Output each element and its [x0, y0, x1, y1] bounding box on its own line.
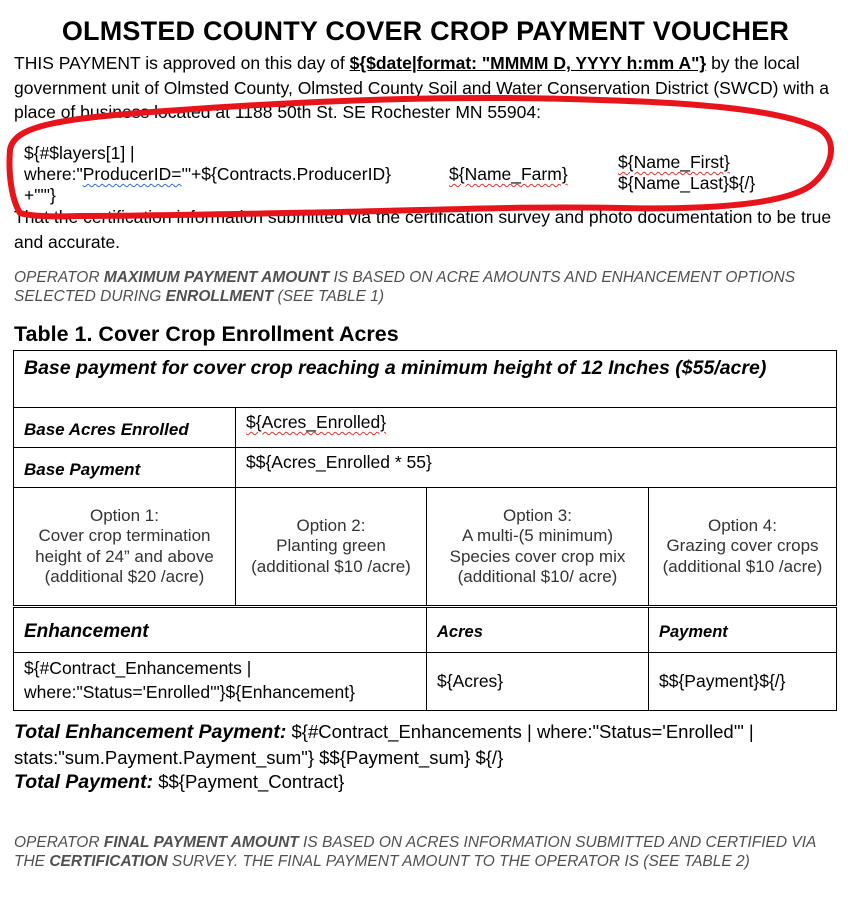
payment-cell: $${Payment}${/} [649, 653, 837, 711]
total-enhancement-formula-2: stats:"sum.Payment.Payment_sum"} $${Payment_sum} ${/} [14, 747, 504, 768]
template-line-1: ${#$layers[1] | [24, 143, 135, 163]
acres-cell: ${Acres} [427, 653, 649, 711]
options-table [13, 487, 837, 606]
voucher-title: OLMSTED COUNTY COVER CROP PAYMENT VOUCHER [61, 16, 790, 46]
option-4-cell: Option 4: Grazing cover crops (additional $10 /acre) [649, 488, 837, 606]
first-name-field: ${Name_First} [618, 152, 730, 172]
total-payment-label: Total Payment: [14, 771, 154, 793]
farm-name-field: ${Name_Farm} [449, 164, 568, 184]
intro-text-end: by the local government unit of Olmsted County, Olmsted County Soil and Water Conservation District (SWCD) with a place of business located at 1188 50th St. SE Rochester MN 55904: [14, 53, 830, 122]
base-payment-value: $${Acres_Enrolled * 55} [236, 448, 837, 488]
enhancement-cell: ${#Contract_Enhancements | where:"Status='Enrolled'"}${Enhancement} [14, 653, 427, 711]
enrollment-table [13, 350, 837, 488]
base-acres-label: Base Acres Enrolled [14, 408, 236, 448]
template-line-2: where:"ProducerID='"+${Contracts.ProducerID} [24, 164, 391, 184]
intro-paragraph [14, 51, 840, 125]
enhancement-header: Enhancement [14, 608, 427, 653]
total-payment-value: $${Payment_Contract} [153, 771, 345, 792]
option-2-cell: Option 2: Planting green (additional $10 /acre) [236, 488, 427, 606]
base-acres-value: ${Acres_Enrolled} [236, 408, 837, 448]
template-line-3: +"'"} [24, 185, 56, 205]
table1-title: Table 1. Cover Crop Enrollment Acres [14, 322, 399, 346]
total-enhancement-formula-1: ${#Contract_Enhancements | where:"Status='Enrolled'" | [286, 721, 754, 742]
date-field: ${$date|format: "MMMM D, YYYY h:mm A"} [349, 53, 707, 73]
producer-template-block [24, 143, 464, 206]
total-payment [14, 769, 840, 795]
payment-header: Payment [649, 608, 837, 653]
producer-id-squiggle: ProducerID= [82, 164, 182, 184]
total-enhancement-label: Total Enhancement Payment: [14, 721, 287, 743]
final-payment-note: OPERATOR FINAL PAYMENT AMOUNT IS BASED ON ACRES INFORMATION SUBMITTED AND CERTIFIED VIA THE CERTIFICATION SURVEY. THE FINAL PAYMENT AMOUNT TO THE OPERATOR IS (SEE TABLE 2) [14, 834, 816, 870]
maximum-payment-note: OPERATOR MAXIMUM PAYMENT AMOUNT IS BASED ON ACRE AMOUNTS AND ENHANCEMENT OPTIONS SELECTED DURING ENROLLMENT (SEE TABLE 1) [14, 269, 796, 305]
base-payment-label: Base Payment [14, 448, 236, 488]
base-payment-header: Base payment for cover crop reaching a minimum height of 12 Inches ($55/acre) [14, 351, 837, 408]
acres-header: Acres [427, 608, 649, 653]
name-fields [618, 152, 755, 194]
last-name-field: ${Name_Last}${/} [618, 173, 756, 193]
certification-paragraph: That the certification information submitted via the certification survey and photo documentation to be true and accurate. [14, 207, 832, 252]
enhancement-table [13, 607, 837, 711]
intro-text-start: THIS PAYMENT is approved on this day of [14, 53, 350, 73]
option-1-cell: Option 1: Cover crop termination height of 24” and above (additional $20 /acre) [14, 488, 236, 606]
total-enhancement-payment [14, 719, 840, 770]
option-3-cell: Option 3: A multi-(5 minimum) Species cover crop mix (additional $10/ acre) [427, 488, 649, 606]
